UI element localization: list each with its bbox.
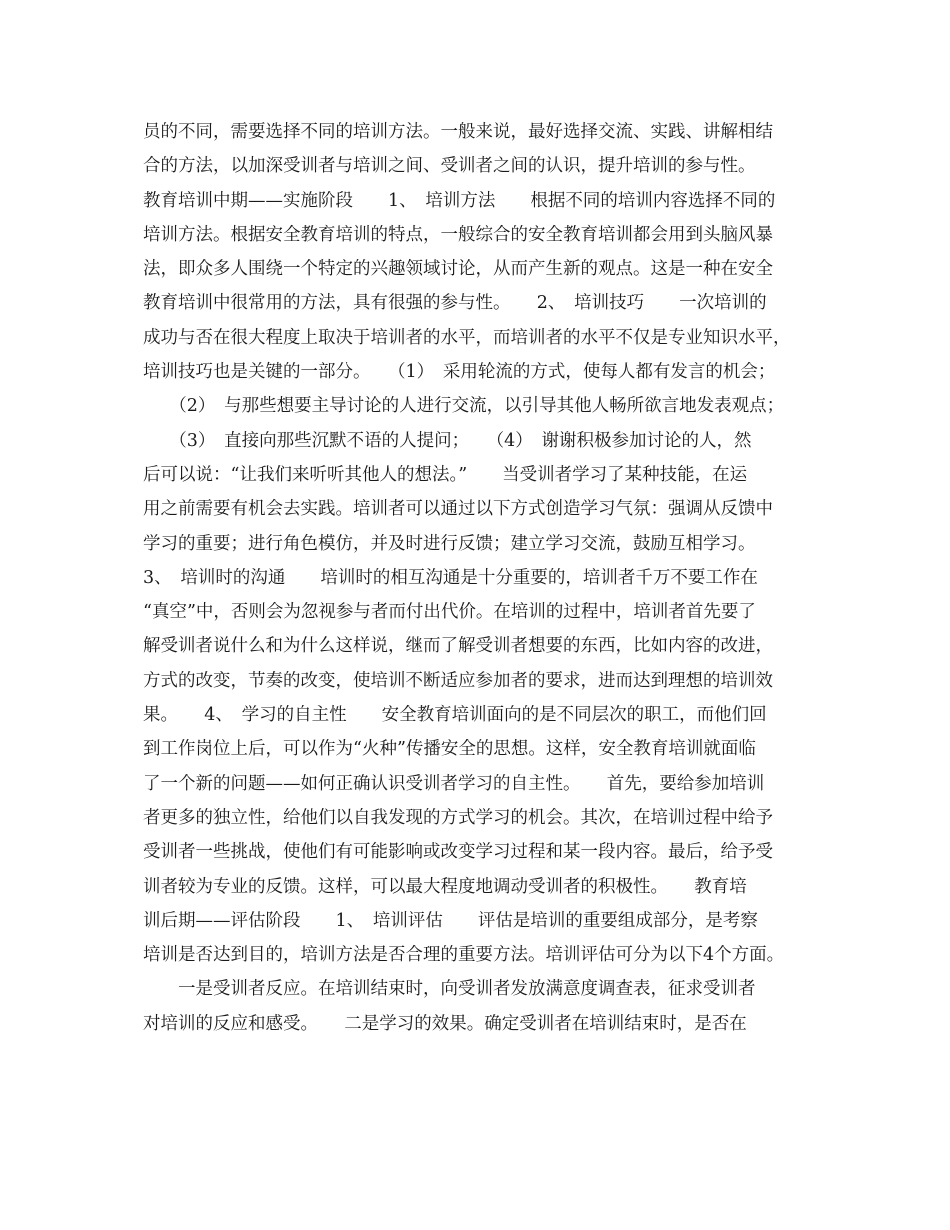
- text-line: 了一个新的问题——如何正确认识受训者学习的自主性。 首先，要给参加培训: [143, 773, 765, 794]
- text-line: “真空”中，否则会为忽视参与者而付出代价。在培训的过程中，培训者首先要了: [143, 602, 756, 623]
- text-line: 合的方法，以加深受训者与培训之间、受训者之间的认识，提升培训的参与性。: [143, 156, 756, 177]
- text-line: （3） 直接向那些沉默不语的人提问； （4） 谢谢积极参加讨论的人，然: [143, 430, 752, 451]
- text-line: 学习的重要；进行角色模仿，并及时进行反馈；建立学习交流，鼓励互相学习。: [143, 533, 756, 554]
- text-line: 教育培训中期——实施阶段 1、 培训方法 根据不同的培训内容选择不同的: [143, 190, 776, 211]
- text-line: 员的不同，需要选择不同的培训方法。一般来说，最好选择交流、实践、讲解相结: [143, 122, 773, 142]
- text-line: 受训者一些挑战，使他们有可能影响或改变学习过程和某一段内容。最后，给予受: [143, 842, 773, 863]
- text-line: 对培训的反应和感受。 二是学习的效果。确定受训者在培训结束时，是否在: [143, 1013, 747, 1034]
- text-line: 一是受训者反应。在培训结束时，向受训者发放满意度调查表，征求受训者: [143, 979, 756, 1000]
- text-line: 用之前需要有机会去实践。培训者可以通过以下方式创造学习气氛：强调从反馈中: [143, 499, 773, 520]
- text-line: 到工作岗位上后，可以作为“火种”传播安全的思想。这样，安全教育培训就面临: [143, 739, 756, 760]
- text-line: 成功与否在很大程度上取决于培训者的水平，而培训者的水平不仅是专业知识水平，: [143, 327, 791, 348]
- text-line: 后可以说：“让我们来听听其他人的想法。” 当受训者学习了某种技能，在运: [143, 464, 748, 485]
- text-line: 培训方法。根据安全教育培训的特点，一般综合的安全教育培训都会用到头脑风暴: [143, 224, 773, 245]
- text-line: 训后期——评估阶段 1、 培训评估 评估是培训的重要组成部分，是考察: [143, 910, 758, 931]
- text-line: （2） 与那些想要主导讨论的人进行交流，以引导其他人畅所欲言地发表观点；: [143, 396, 785, 417]
- text-line: 方式的改变，节奏的改变，使培训不断适应参加者的要求，进而达到理想的培训效: [143, 670, 773, 691]
- text-line: 解受训者说什么和为什么这样说，继而了解受训者想要的东西，比如内容的改进，: [143, 636, 773, 657]
- text-line: 训者较为专业的反馈。这样，可以最大程度地调动受训者的积极性。 教育培: [143, 876, 747, 897]
- body-text: [143, 115, 823, 1041]
- text-line: 教育培训中很常用的方法，具有很强的参与性。 2、 培训技巧 一次培训的: [143, 293, 767, 314]
- text-line: 果。 4、 学习的自主性 安全教育培训面向的是不同层次的职工，而他们回: [143, 705, 767, 726]
- text-line: 培训是否达到目的，培训方法是否合理的重要方法。培训评估可分为以下4个方面。: [143, 945, 785, 966]
- text-line: 3、 培训时的沟通 培训时的相互沟通是十分重要的，培训者千万不要工作在: [143, 567, 758, 588]
- text-line: 法，即众多人围绕一个特定的兴趣领域讨论，从而产生新的观点。这是一种在安全: [143, 259, 773, 280]
- text-line: 培训技巧也是关键的一部分。 （1） 采用轮流的方式，使每人都有发言的机会；: [143, 362, 776, 383]
- text-line: 者更多的独立性，给他们以自我发现的方式学习的机会。其次，在培训过程中给予: [143, 807, 773, 828]
